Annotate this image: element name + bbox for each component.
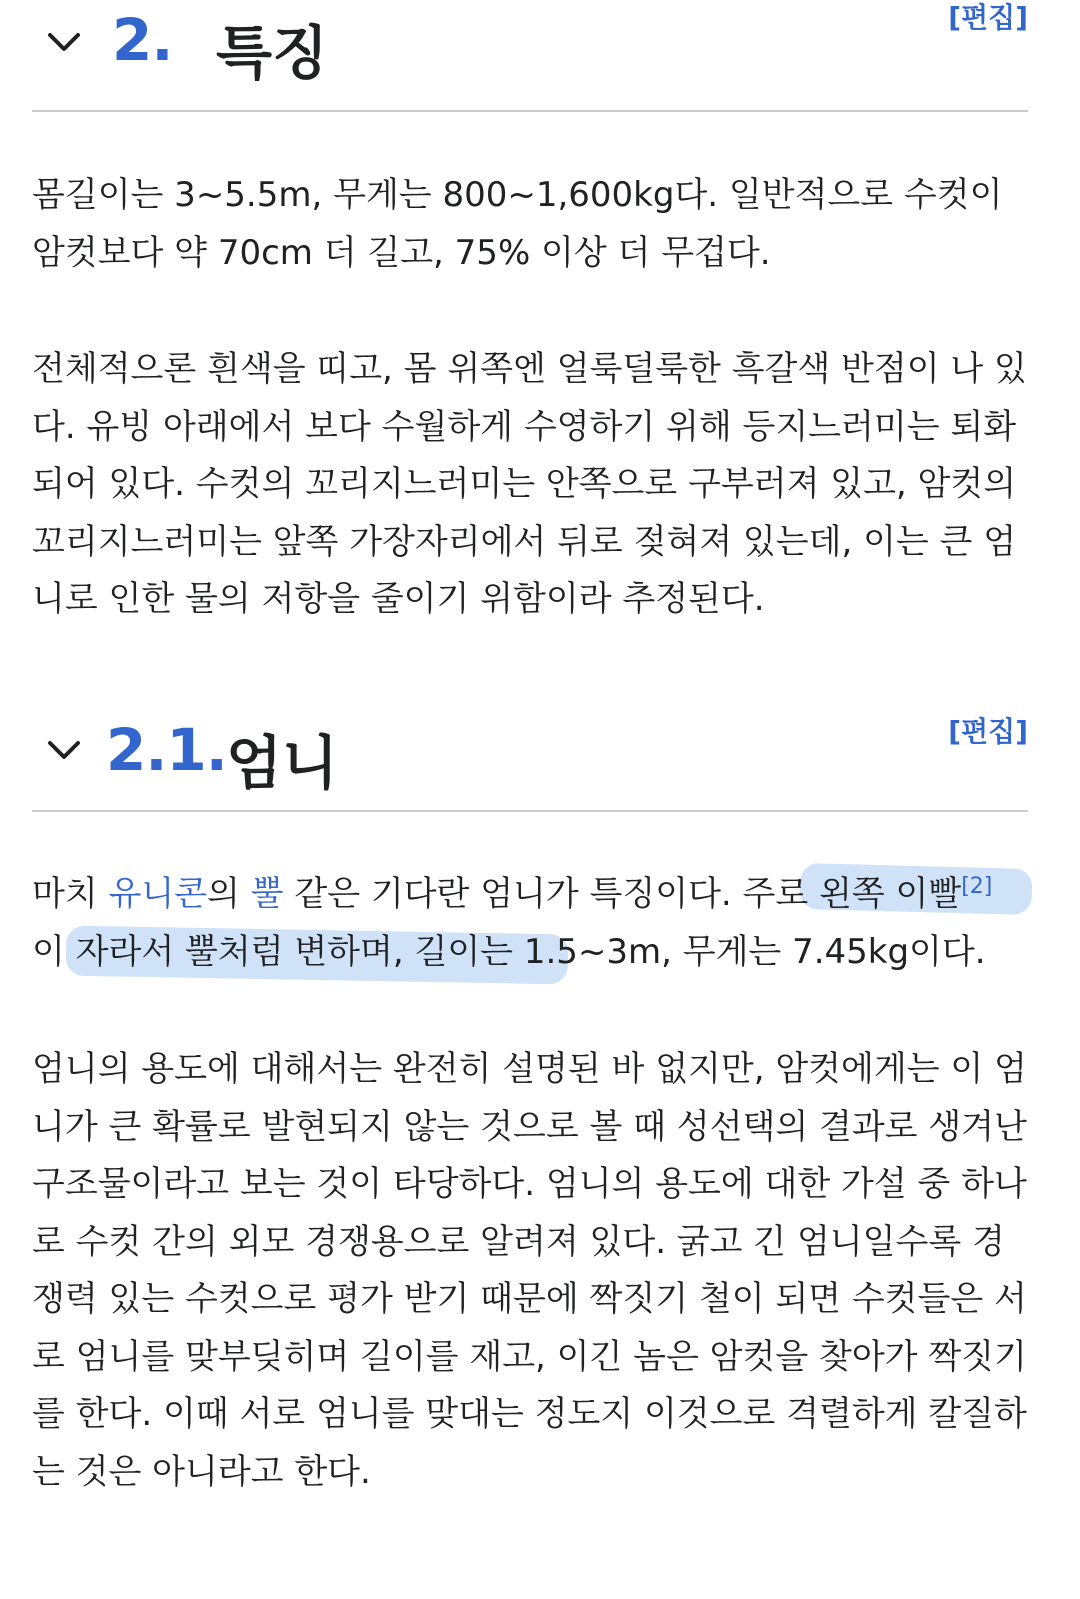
paragraph [32, 341, 1028, 629]
text-line: 로 엄니를 맞부딪히며 길이를 재고, 이긴 놈은 암컷을 찾아가 짝짓기 [32, 1336, 1027, 1377]
section-number: 2.1. [106, 716, 227, 784]
text-line: 몸길이는 3~5.5m, 무게는 800~1,600kg다. 일반적으로 수컷이 [32, 175, 1003, 215]
text-line: 암컷보다 약 70cm 더 길고, 75% 이상 더 무겁다. [32, 232, 771, 273]
text-run: 같은 기다란 엄니가 특징이다. 주로 왼쪽 이빨 [283, 874, 962, 914]
unicorn-link[interactable]: 유니콘 [108, 874, 208, 914]
section-heading-tusk[interactable] [32, 700, 1028, 812]
text-line: 니가 큰 확률로 발현되지 않는 것으로 볼 때 성선택의 결과로 생겨난 [32, 1106, 1027, 1147]
horn-link[interactable]: 뿔 [250, 874, 284, 914]
section-title: 엄니 [226, 729, 339, 797]
text-line: 전체적으론 흰색을 띠고, 몸 위쪽엔 얼룩덜룩한 흑갈색 반점이 나 있 [32, 349, 1027, 389]
chevron-down-icon[interactable] [46, 24, 82, 60]
section-heading-features[interactable] [32, 0, 1028, 112]
text-run: 이 자라서 뿔처럼 변하며, 길이는 1.5~3m, 무게는 7.45kg이다. [32, 931, 986, 972]
edit-link[interactable]: [편집] [948, 1, 1028, 34]
text-line [32, 924, 1028, 982]
paragraph [32, 167, 1028, 282]
text-run: 의 [207, 874, 251, 914]
section-title: 특징 [216, 19, 329, 87]
text-line: 구조물이라고 보는 것이 타당하다. 엄니의 용도에 대한 가설 중 하나 [32, 1164, 1027, 1204]
text-line: 로 수컷 간의 외모 경쟁용으로 알려져 있다. 굵고 긴 엄니일수록 경 [32, 1221, 1005, 1262]
section-number: 2. [112, 6, 173, 74]
text-line: 는 것은 아니라고 한다. [32, 1451, 371, 1492]
text-line: 꼬리지느러미는 앞쪽 가장자리에서 뒤로 젖혀져 있는데, 이는 큰 엄 [32, 521, 1017, 562]
text-line: 다. 유빙 아래에서 보다 수월하게 수영하기 위해 등지느러미는 퇴화 [32, 406, 1017, 447]
paragraph [32, 1041, 1028, 1501]
text-line: 쟁력 있는 수컷으로 평가 받기 때문에 짝짓기 철이 되면 수컷들은 서 [32, 1279, 1027, 1319]
text-line: 엄니의 용도에 대해서는 완전히 설명된 바 없지만, 암컷에게는 이 엄 [32, 1049, 1027, 1089]
edit-link[interactable]: [편집] [948, 715, 1028, 748]
text-run: 마치 [32, 874, 109, 914]
chevron-down-icon[interactable] [46, 732, 82, 768]
text-line: 니로 인한 물의 저항을 줄이기 위함이라 추정된다. [32, 579, 765, 619]
text-line: 되어 있다. 수컷의 꼬리지느러미는 안쪽으로 구부러져 있고, 암컷의 [32, 464, 1017, 504]
paragraph [32, 866, 1028, 981]
text-line: 를 한다. 이때 서로 엄니를 맞대는 정도지 이것으로 격렬하게 칼질하 [32, 1394, 1027, 1434]
text-line [32, 866, 1028, 924]
reference-link[interactable]: [2] [961, 873, 993, 899]
